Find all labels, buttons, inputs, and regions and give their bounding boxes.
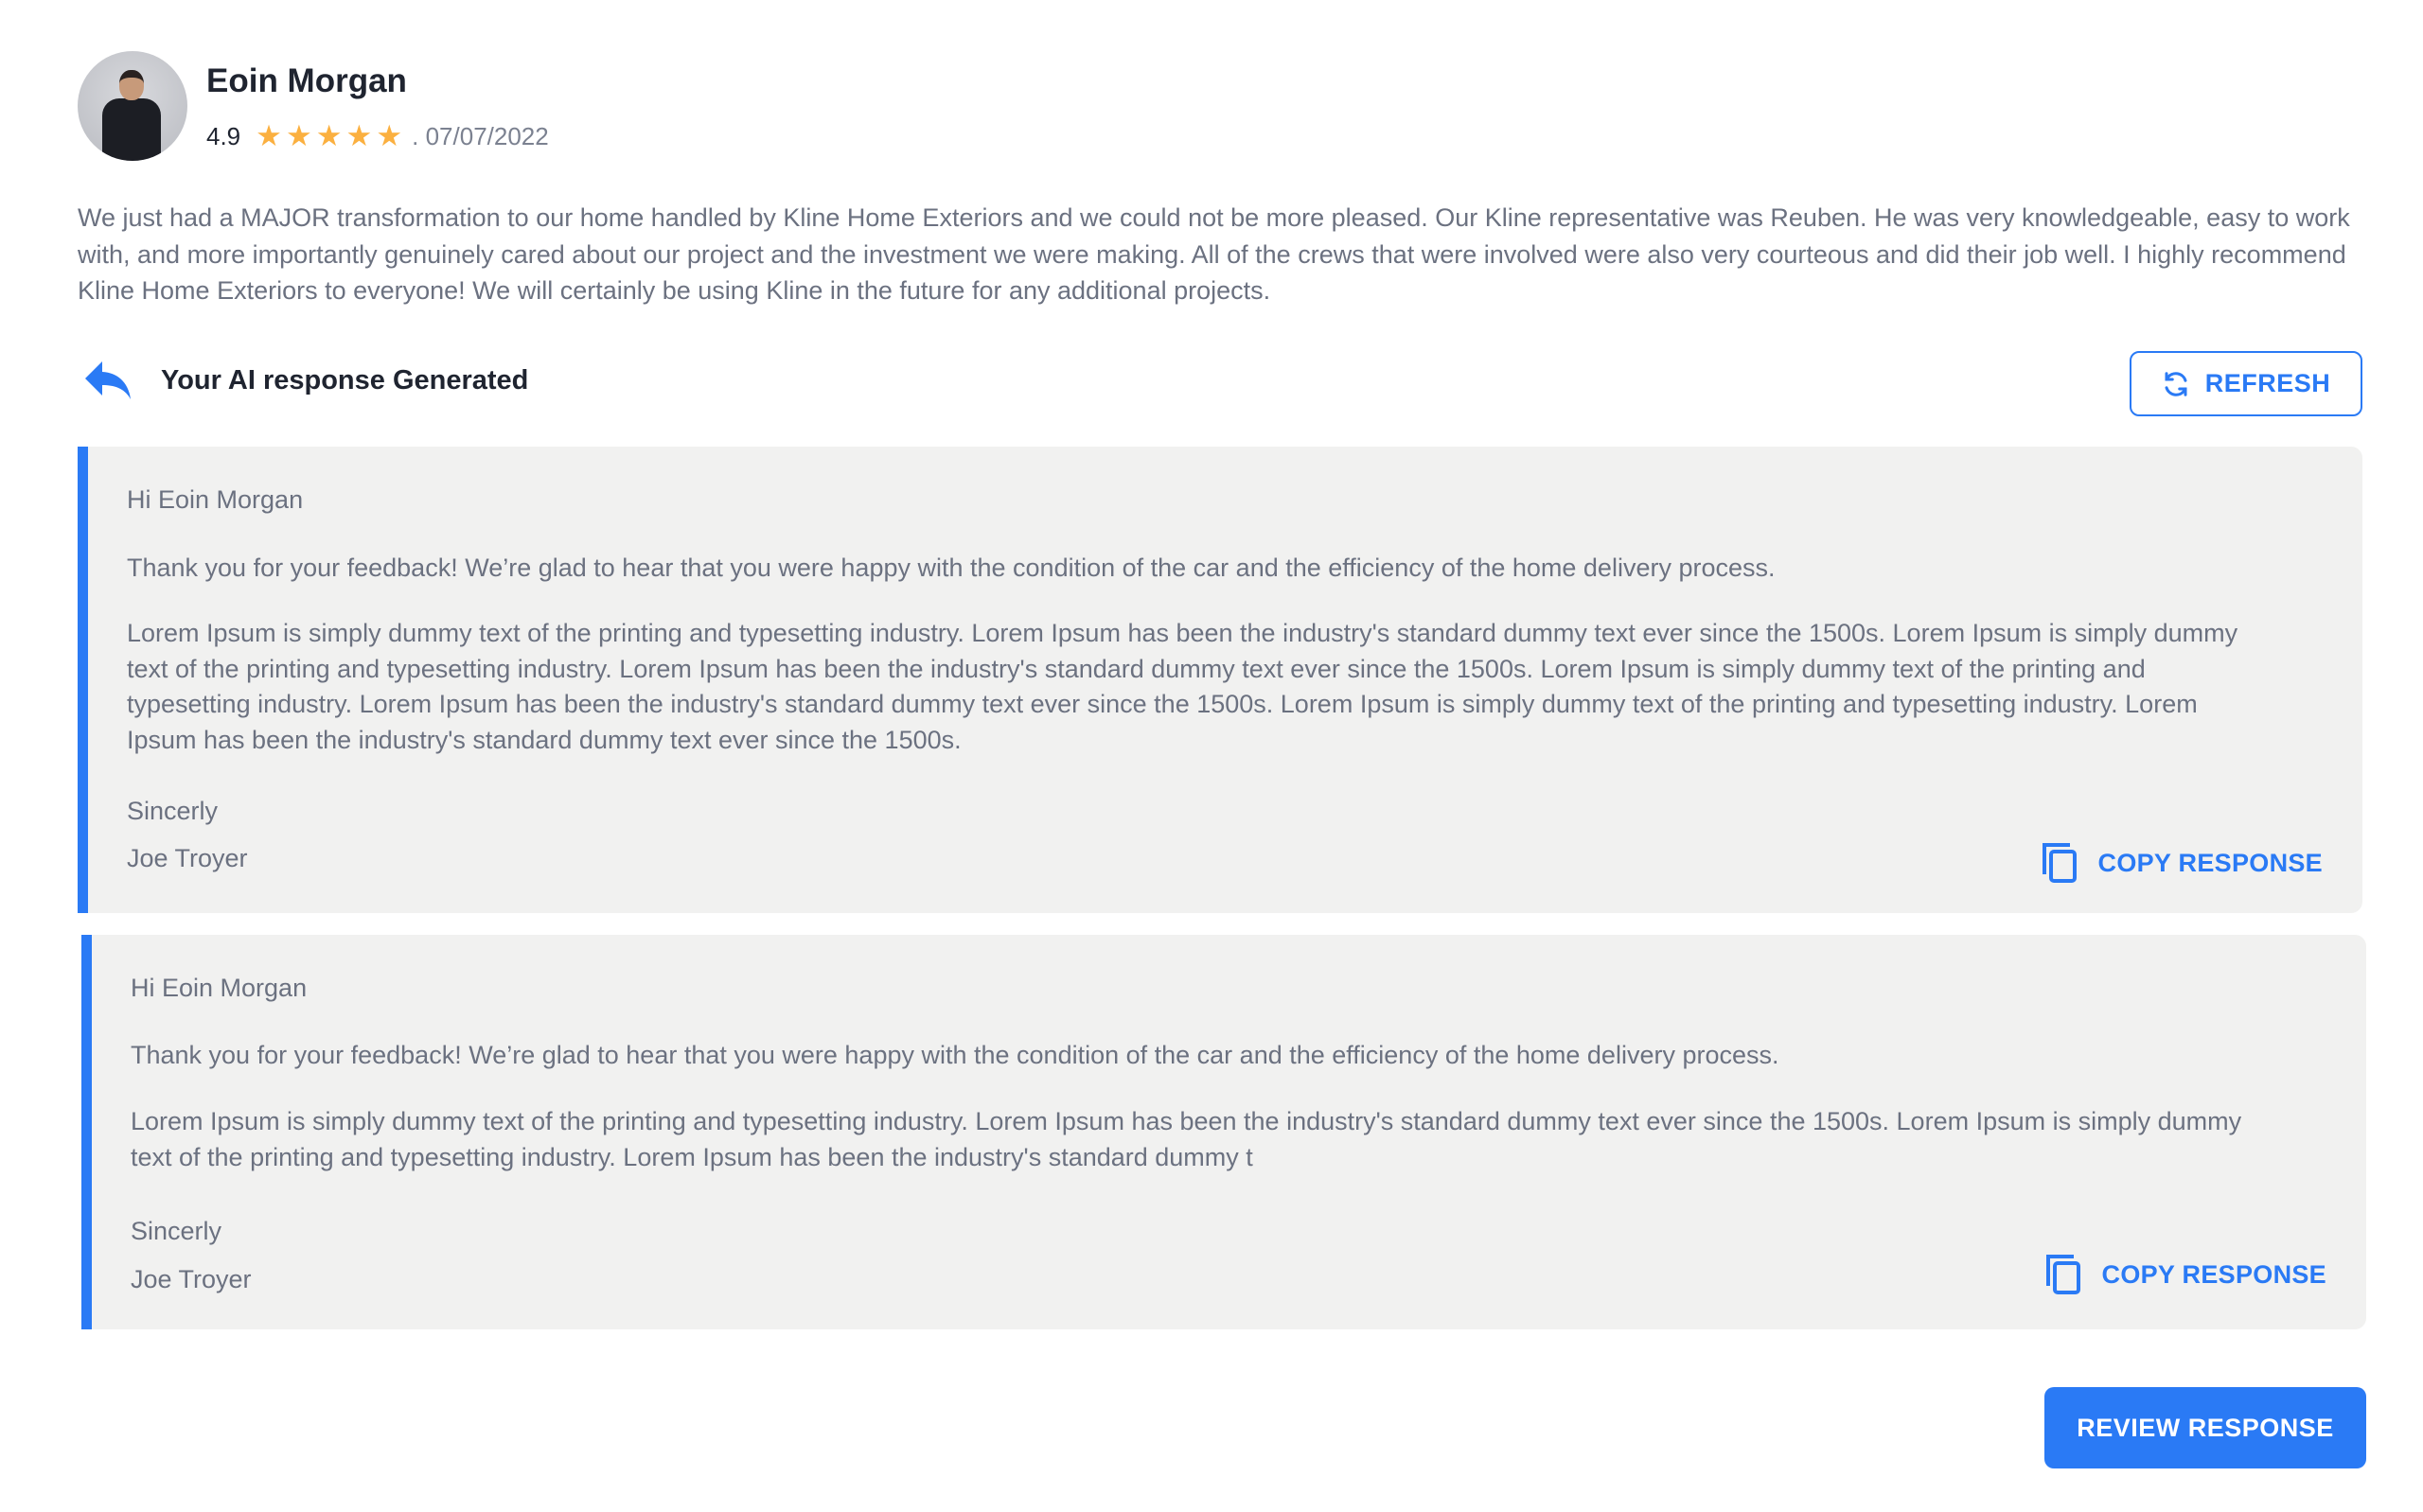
star-icon: ★ (345, 119, 373, 152)
ai-response-header (83, 360, 528, 401)
review-date: . 07/07/2022 (412, 121, 549, 150)
rating-row (206, 119, 549, 153)
reply-icon (83, 360, 133, 401)
copy-icon (2042, 842, 2078, 884)
response-closing: Sincerly (131, 1217, 222, 1245)
star-icon: ★ (256, 119, 282, 152)
refresh-label: REFRESH (2204, 369, 2331, 397)
response-card (78, 447, 2362, 913)
review-text: We just had a MAJOR transformation to our home handled by Kline Home Exteriors and we could not be more pleased. Our Kline representative was Reuben. He was very knowledgeable, easy to work with, and more importantly genuinely cared about our project and the investment we were making. All of the crews that were involved were also very courteous and did their job well. I highly recommend Kline Home Exteriors to everyone! We will certainly be using Kline in the future for any additional projects. (78, 203, 2350, 305)
star-icon: ★ (376, 119, 403, 152)
response-card (81, 935, 2366, 1329)
response-signature: Joe Troyer (131, 1265, 252, 1293)
review-response-button[interactable]: REVIEW RESPONSE (2044, 1387, 2366, 1468)
response-thanks: Thank you for your feedback! We’re glad to hear that you were happy with the condition of the car and the efficiency of the home delivery process. (127, 554, 1776, 582)
star-icon: ★ (315, 119, 343, 152)
response-greeting: Hi Eoin Morgan (127, 485, 304, 514)
response-signature: Joe Troyer (127, 844, 248, 872)
response-greeting: Hi Eoin Morgan (131, 974, 308, 1002)
copy-response-button[interactable] (2042, 842, 2323, 884)
refresh-icon (2162, 370, 2190, 398)
rating-value: 4.9 (206, 121, 241, 150)
avatar (78, 51, 187, 161)
response-body: Lorem Ipsum is simply dummy text of the printing and typesetting industry. Lorem Ipsum has been the industry's standard dummy text ever since the 1500s. Lorem Ipsum is simply dummy text of the printing and typesetting industry. Lorem Ipsum has been the industry's standard dummy text ever since the 1500s. Lorem Ipsum is simply dummy text of the printing and typesetting industry. Lorem Ipsum has been the industry's standard dummy text ever since the 1500s. Lorem Ipsum is simply dummy text of the printing and typesetting industry. Lorem Ipsum has been the industry's standard dummy text ever since the 1500s. (127, 619, 2238, 754)
ai-response-title: Your AI response Generated (161, 364, 529, 396)
response-thanks: Thank you for your feedback! We’re glad to hear that you were happy with the condition of the car and the efficiency of the home delivery process. (131, 1041, 1779, 1069)
copy-response-label: COPY RESPONSE (2097, 848, 2323, 877)
star-icon: ★ (285, 119, 312, 152)
response-closing: Sincerly (127, 797, 219, 825)
copy-response-button[interactable] (2045, 1254, 2326, 1295)
copy-response-label: COPY RESPONSE (2101, 1259, 2326, 1289)
reviewer-name: Eoin Morgan (206, 62, 407, 99)
copy-icon (2045, 1254, 2081, 1295)
star-rating (256, 119, 402, 153)
response-body: Lorem Ipsum is simply dummy text of the printing and typesetting industry. Lorem Ipsum has been the industry's standard dummy text ever since the 1500s. Lorem Ipsum is simply dummy text of the printing and typesetting industry. Lorem Ipsum has been the industry's standard dummy t (131, 1107, 2242, 1171)
refresh-button[interactable] (2130, 351, 2362, 416)
